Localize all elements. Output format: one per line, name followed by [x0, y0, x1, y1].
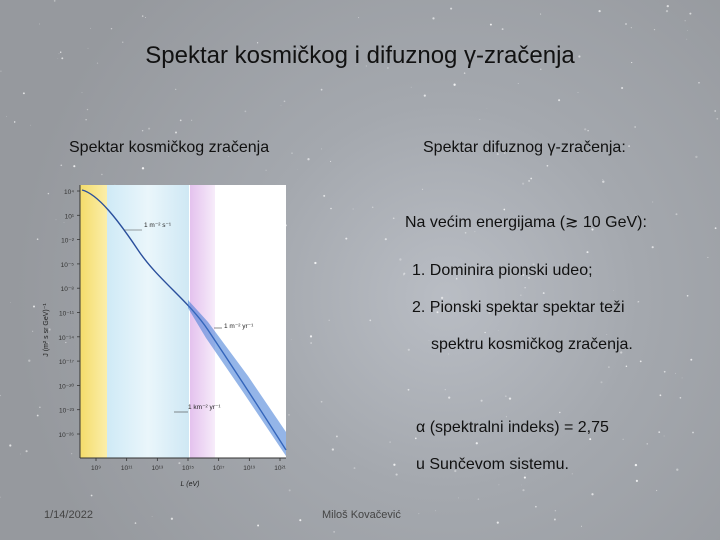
- star: [613, 290, 614, 291]
- star: [90, 28, 91, 29]
- star: [680, 397, 682, 399]
- star: [411, 87, 412, 88]
- star: [453, 84, 455, 86]
- star: [503, 209, 505, 211]
- y-tick-label: 10⁻¹¹: [59, 310, 74, 318]
- left-heading: Spektar kosmičkog zračenja: [69, 139, 270, 156]
- star: [465, 232, 467, 234]
- star: [448, 397, 450, 399]
- star: [148, 128, 150, 130]
- star: [667, 5, 669, 7]
- star: [39, 24, 40, 25]
- star: [369, 320, 371, 322]
- star: [23, 92, 25, 94]
- star: [429, 340, 430, 341]
- y-tick-label: 10⁻²⁰: [58, 383, 74, 391]
- star: [418, 513, 419, 514]
- star: [478, 498, 480, 500]
- star: [525, 287, 526, 288]
- star: [581, 526, 582, 527]
- star: [522, 183, 524, 185]
- star: [591, 493, 593, 495]
- star: [142, 15, 143, 16]
- star: [389, 441, 390, 442]
- star: [638, 301, 639, 302]
- y-tick-label: 10⁻²³: [59, 407, 74, 415]
- star: [658, 431, 660, 433]
- star: [333, 531, 334, 532]
- star: [676, 469, 678, 471]
- star: [686, 39, 687, 40]
- text-line-4: spektru kosmičkog zračenja.: [431, 336, 633, 353]
- y-tick-label: 10⁻²: [61, 237, 74, 245]
- star: [628, 145, 630, 147]
- star: [393, 217, 395, 219]
- star: [445, 389, 446, 390]
- star: [714, 110, 716, 112]
- star: [321, 401, 323, 403]
- star: [660, 394, 662, 396]
- star: [307, 158, 309, 160]
- star: [321, 89, 323, 91]
- star: [450, 8, 452, 10]
- star: [424, 95, 426, 97]
- footer-date: 1/14/2022: [44, 509, 93, 521]
- star: [685, 20, 686, 21]
- star: [152, 516, 153, 517]
- star: [664, 371, 666, 373]
- star: [435, 510, 436, 511]
- star: [521, 485, 522, 486]
- star: [520, 295, 521, 296]
- star: [353, 209, 354, 210]
- star: [9, 444, 11, 446]
- star: [336, 435, 338, 437]
- star: [345, 238, 347, 240]
- star: [310, 335, 312, 337]
- text-line-3: 2. Pionski spektar spektar teži: [412, 299, 625, 316]
- star: [32, 331, 33, 332]
- star: [81, 92, 82, 93]
- star: [171, 518, 173, 520]
- star: [647, 443, 648, 444]
- star: [332, 448, 334, 450]
- text-line-2: 1. Dominira pionski udeo;: [412, 262, 593, 279]
- star: [608, 366, 610, 368]
- star: [408, 389, 410, 391]
- star: [330, 208, 332, 210]
- star: [73, 165, 75, 167]
- star: [589, 438, 591, 440]
- x-tick-label: 10¹⁷: [212, 465, 225, 472]
- star: [586, 251, 588, 253]
- star: [281, 105, 282, 106]
- star: [464, 72, 466, 74]
- star: [656, 490, 657, 491]
- star: [142, 167, 144, 169]
- star: [0, 71, 1, 72]
- star: [606, 334, 607, 335]
- star: [716, 118, 718, 120]
- star: [142, 130, 143, 131]
- star: [422, 189, 423, 190]
- star: [540, 14, 541, 15]
- y-tick-label: 10⁴: [63, 189, 74, 196]
- star: [372, 207, 374, 209]
- star: [329, 320, 330, 321]
- star: [509, 397, 511, 399]
- star: [547, 165, 549, 167]
- star: [299, 519, 301, 521]
- y-tick-label: 10⁻¹⁷: [58, 359, 74, 367]
- annotation-label: 1 m⁻² s⁻¹: [144, 222, 172, 229]
- slide-title: Spektar kosmičkog i difuznog γ-zračenja: [145, 42, 575, 69]
- star: [476, 442, 478, 444]
- x-tick-label: 10²¹: [274, 465, 286, 472]
- star: [637, 301, 638, 302]
- text-line-1: Na većim energijama (≳ 10 GeV):: [405, 214, 647, 231]
- annotation-label: 1 km⁻² yr⁻¹: [188, 404, 221, 411]
- star: [695, 156, 697, 158]
- star: [654, 29, 655, 30]
- star: [715, 227, 717, 229]
- star: [572, 474, 573, 475]
- star: [180, 120, 182, 122]
- star: [625, 23, 627, 25]
- star: [408, 349, 410, 351]
- star: [87, 109, 88, 110]
- star: [396, 474, 398, 476]
- star: [399, 258, 401, 260]
- star: [502, 28, 504, 30]
- star: [28, 360, 30, 362]
- x-tick-label: 10¹¹: [120, 465, 133, 472]
- star: [291, 152, 292, 153]
- star: [554, 519, 556, 521]
- star: [602, 179, 603, 180]
- cosmic-ray-spectrum-chart: [38, 180, 308, 500]
- star: [602, 181, 604, 183]
- star: [321, 148, 322, 149]
- x-axis-label: L (eV): [180, 481, 200, 488]
- x-tick-label: 10¹⁹: [243, 465, 256, 472]
- star: [635, 464, 637, 466]
- star: [621, 87, 623, 89]
- star: [310, 342, 312, 344]
- star: [487, 108, 488, 109]
- star: [284, 100, 286, 102]
- star: [85, 119, 86, 120]
- star: [652, 201, 653, 202]
- star: [559, 412, 560, 413]
- star: [666, 10, 668, 12]
- star: [506, 416, 507, 417]
- star: [631, 27, 632, 28]
- band-yellow: [80, 185, 107, 458]
- star: [33, 306, 35, 308]
- star: [265, 170, 266, 171]
- y-tick-label: 10¹: [64, 213, 74, 221]
- star: [675, 373, 676, 374]
- star: [535, 506, 537, 508]
- y-tick-label: 10⁻⁵: [60, 261, 74, 269]
- star: [0, 395, 1, 396]
- star: [323, 195, 325, 197]
- star: [458, 498, 459, 499]
- star: [245, 111, 247, 113]
- star: [687, 30, 688, 31]
- star: [626, 365, 628, 367]
- star: [393, 464, 395, 466]
- x-tick-label: 10¹³: [151, 465, 164, 472]
- star: [26, 450, 28, 452]
- star: [191, 120, 192, 121]
- chart-svg: [38, 180, 308, 500]
- star: [634, 126, 635, 127]
- star: [314, 262, 316, 264]
- star: [690, 359, 692, 361]
- x-tick-label: 10⁹: [90, 465, 102, 472]
- star: [358, 17, 359, 18]
- star: [135, 522, 137, 524]
- y-tick-label: 10⁻²⁶: [58, 432, 74, 439]
- star: [558, 99, 560, 101]
- footer-author: Miloš Kovačević: [322, 509, 401, 521]
- star: [403, 273, 405, 275]
- star: [676, 213, 678, 215]
- star: [707, 257, 708, 258]
- star: [54, 0, 56, 2]
- right-heading: Spektar difuznog γ-zračenja:: [423, 139, 626, 156]
- star: [498, 330, 499, 331]
- star: [479, 119, 480, 120]
- star: [598, 10, 600, 12]
- star: [587, 130, 588, 131]
- star: [330, 161, 331, 162]
- star: [689, 13, 691, 15]
- star: [584, 128, 586, 130]
- star: [484, 332, 485, 333]
- star: [297, 170, 298, 171]
- star: [623, 439, 624, 440]
- star: [498, 484, 499, 485]
- star: [522, 489, 524, 491]
- y-axis-label: J (m² s sr GeV)⁻¹: [43, 303, 50, 357]
- star: [101, 174, 102, 175]
- annotation-label: 1 m⁻² yr⁻¹: [224, 323, 254, 330]
- star: [518, 83, 519, 84]
- star: [30, 125, 31, 126]
- star: [432, 17, 434, 19]
- star: [687, 295, 689, 297]
- star: [530, 178, 532, 180]
- star: [257, 525, 259, 527]
- star: [385, 238, 387, 240]
- star: [481, 400, 483, 402]
- star: [20, 454, 21, 455]
- text-line-6: u Sunčevom sistemu.: [416, 456, 569, 473]
- star: [543, 292, 545, 294]
- star: [415, 438, 417, 440]
- star: [555, 510, 556, 511]
- star: [354, 467, 356, 469]
- y-tick-label: 10⁻¹⁴: [58, 334, 74, 342]
- star: [664, 436, 665, 437]
- star: [528, 180, 530, 182]
- star: [652, 246, 654, 248]
- star: [682, 377, 683, 378]
- star: [636, 480, 638, 482]
- star: [111, 28, 112, 29]
- star: [692, 432, 694, 434]
- star: [640, 360, 642, 362]
- star: [145, 17, 146, 18]
- star: [175, 89, 176, 90]
- star: [10, 302, 11, 303]
- star: [698, 82, 700, 84]
- star: [600, 381, 602, 383]
- star: [0, 497, 1, 498]
- x-tick-label: 10¹⁵: [181, 465, 195, 472]
- star: [14, 121, 15, 122]
- star: [578, 92, 579, 93]
- star: [497, 522, 499, 524]
- text-line-5: α (spektralni indeks) = 2,75: [416, 419, 609, 436]
- star: [505, 395, 507, 397]
- star: [175, 132, 177, 134]
- star: [6, 116, 7, 117]
- star: [490, 24, 492, 26]
- star: [524, 477, 526, 479]
- y-tick-label: 10⁻⁸: [60, 286, 74, 294]
- star: [60, 164, 62, 166]
